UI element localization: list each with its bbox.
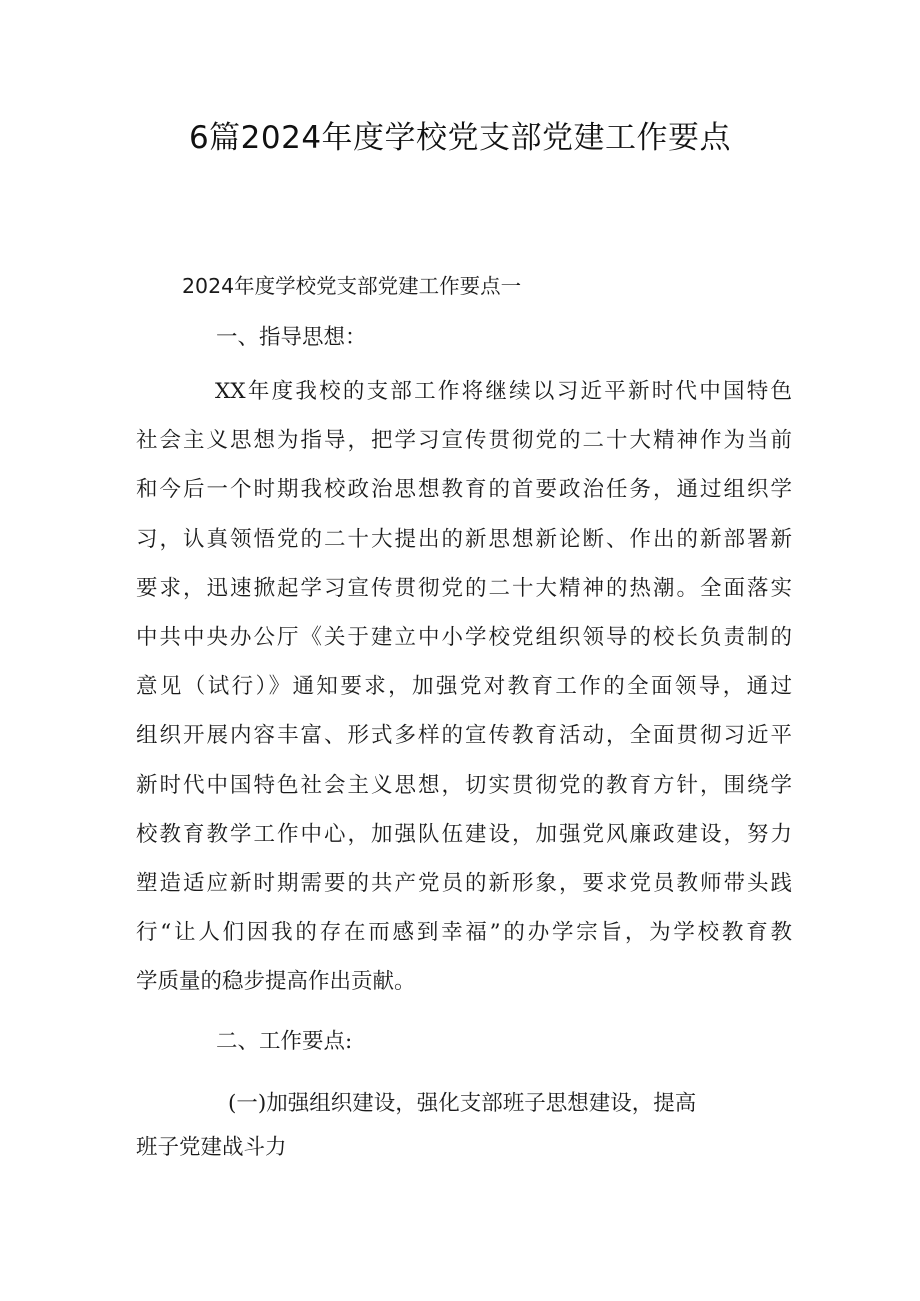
paragraph-line: 社会主义思想为指导，把学习宣传贯彻党的二十大精神作为当前: [136, 428, 792, 454]
paragraph-line: XX年度我校的支部工作将继续以习近平新时代中国特色: [215, 379, 792, 404]
paragraph-line: 组织开展内容丰富、形式多样的宣传教育活动，全面贯彻习近平: [136, 723, 792, 749]
paragraph-line: 和今后一个时期我校政治思想教育的首要政治任务，通过组织学: [136, 477, 792, 503]
paragraph-line: 中共中央办公厅《关于建立中小学校党组织领导的校长负责制的: [136, 624, 792, 650]
paragraph-line: 意见（试行）》通知要求，加强党对教育工作的全面领导，通过: [136, 674, 792, 700]
section-heading-guiding-ideology: 一、指导思想：: [216, 325, 367, 350]
paragraph-line: 要求，迅速掀起学习宣传贯彻党的二十大精神的热潮。全面落实: [136, 575, 792, 601]
section-heading-work-points: 二、工作要点:: [216, 1029, 353, 1054]
section1-paragraph: [136, 376, 792, 1015]
paragraph-line: 学质量的稳步提高作出贡献。: [136, 969, 416, 995]
subsection-line: (一)加强组织建设，强化支部班子思想建设，提高: [228, 1091, 697, 1116]
paragraph-line: 新时代中国特色社会主义思想，切实贯彻党的教育方针，围绕学: [136, 772, 792, 798]
document-title: 6篇2024年度学校党支部党建工作要点: [188, 120, 732, 156]
paragraph-line: 习，认真领悟党的二十大提出的新思想新论断、作出的新部署新: [136, 526, 792, 552]
subsection-line: 班子党建战斗力: [136, 1135, 287, 1160]
document-subtitle: 2024年度学校党支部党建工作要点一: [182, 274, 522, 298]
paragraph-line: 行“让人们因我的存在而感到幸福”的办学宗旨，为学校教育教: [136, 920, 792, 946]
subsection1-heading: [136, 1088, 792, 1176]
paragraph-line: 塑造适应新时期需要的共产党员的新形象，要求党员教师带头践: [136, 870, 792, 896]
paragraph-line: 校教育教学工作中心，加强队伍建设，加强党风廉政建设，努力: [136, 821, 792, 847]
